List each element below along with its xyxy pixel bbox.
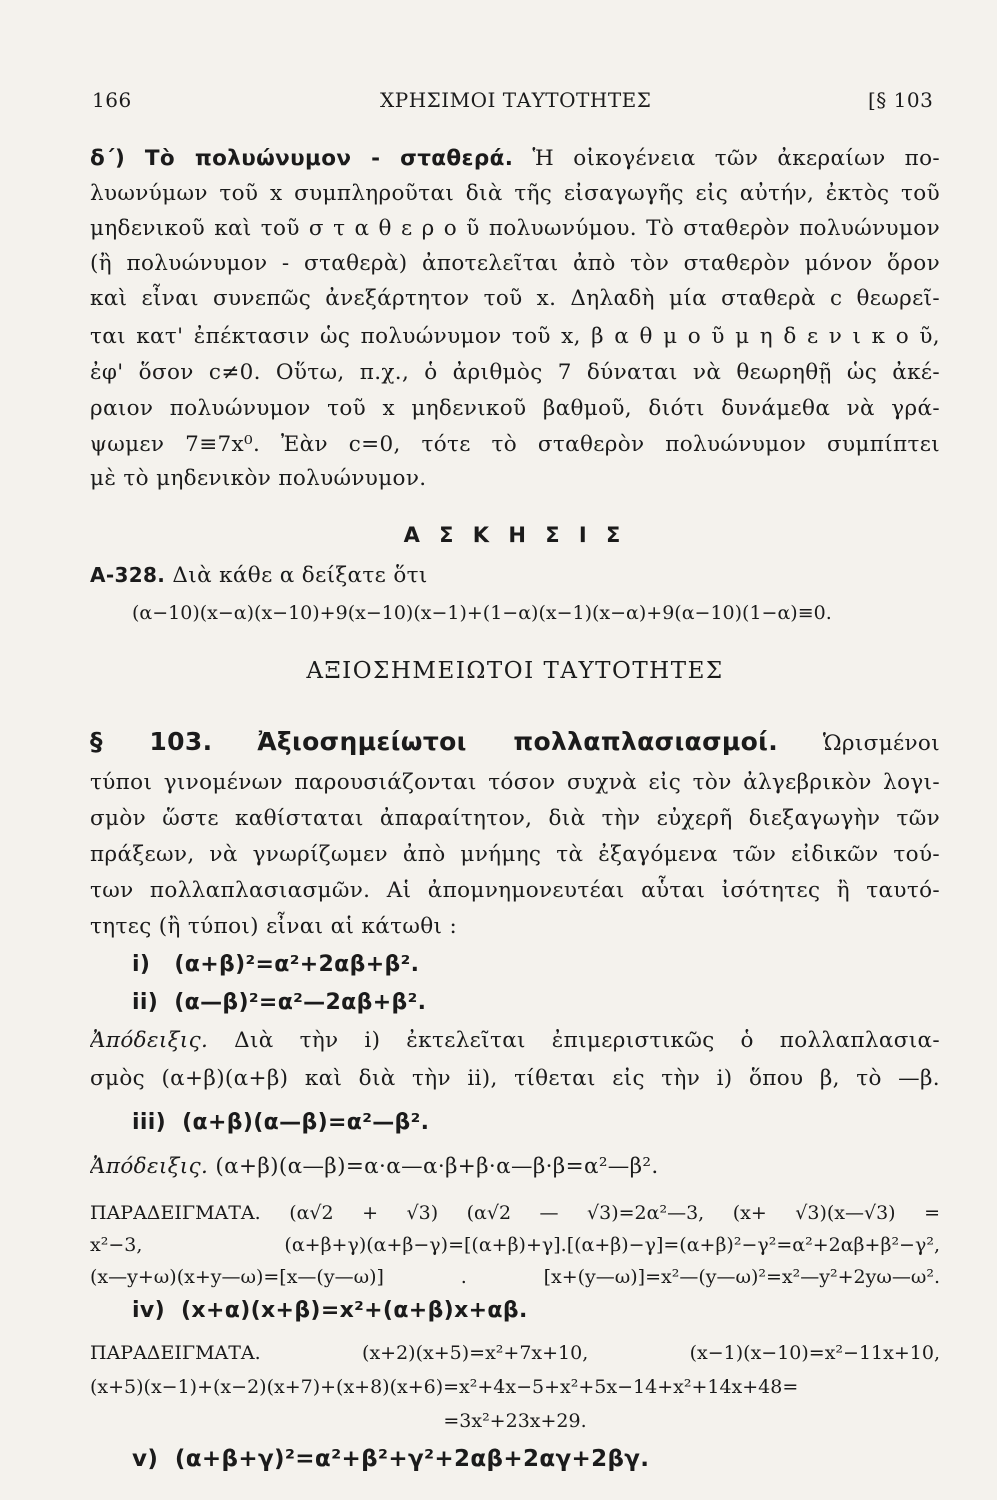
- identity-iii: iii) (α+β)(α—β)=α²—β².: [132, 1110, 430, 1135]
- examples-label: ΠΑΡΑΔΕΙΓΜΑΤΑ.: [90, 1202, 261, 1224]
- paragraph-line: μηδενικοῦ καὶ τοῦ σ τ α θ ε ρ ο ῦ πολυωνύμου. Τὸ σταθερὸν πολυώνυμον: [90, 216, 940, 241]
- paragraph-line: των πολλαπλασιασμῶν. Αἱ ἀπομνημονευτέαι αὗται ἰσότητες ἢ ταυτό-: [90, 878, 940, 903]
- example-line: =3x²+23x+29.: [443, 1410, 587, 1432]
- paragraph-line: πράξεων, νὰ γνωρίζωμεν ἀπὸ μνήμης τὰ ἐξαγόμενα τῶν εἰδικῶν τού-: [90, 842, 940, 867]
- identity-iv: iv) (x+α)(x+β)=x²+(α+β)x+αβ.: [132, 1298, 528, 1323]
- paragraph-line: [90, 142, 940, 176]
- paragraph-line: καὶ εἶναι συνεπῶς ἀνεξάρτητον τοῦ x. Δηλαδὴ μία σταθερὰ c θεωρεῖ-: [90, 286, 940, 311]
- paragraph-text: Ὡρισμένοι: [822, 731, 940, 756]
- exercise-text: Διὰ κάθε α δείξατε ὅτι: [172, 563, 428, 588]
- page-number: 166: [92, 88, 132, 112]
- proof-text: Διὰ τὴν i) ἐκτελεῖται ἐπιμεριστικῶς ὁ πολλαπλασια-: [234, 1028, 940, 1053]
- paragraph-line: σμὸν ὥστε καθίσταται ἀπαραίτητον, διὰ τὴν εὐχερῆ διεξαγωγὴν τῶν: [90, 806, 940, 831]
- identity-ii: ii) (α—β)²=α²—2αβ+β².: [132, 990, 427, 1015]
- example-text: (α√2 + √3) (α√2 — √3)=2α²—3, (x+ √3)(x—√3) =: [289, 1202, 940, 1224]
- identity-i: i) (α+β)²=α²+2αβ+β².: [132, 952, 420, 977]
- example-line: (x+5)(x−1)+(x−2)(x+7)+(x+8)(x+6)=x²+4x−5+x²+5x−14+x²+14x+48=: [90, 1376, 799, 1398]
- section-number: § 103.: [90, 727, 213, 756]
- running-title: ΧΡΗΣΙΜΟΙ ΤΑΥΤΟΤΗΤΕΣ: [380, 88, 652, 112]
- paragraph-text: Ἡ οἰκογένεια τῶν ἀκεραίων πο-: [532, 146, 940, 171]
- paragraph-line: ψωμεν 7≡7x⁰. Ἐὰν c=0, τότε τὸ σταθερὸν πολυώνυμον συμπίπτει: [90, 432, 940, 457]
- example-text: (x+2)(x+5)=x²+7x+10, (x−1)(x−10)=x²−11x+10,: [362, 1342, 940, 1364]
- example-line: x²−3, (α+β+γ)(α+β−γ)=[(α+β)+γ].[(α+β)−γ]=(α+β)²−γ²=α²+2αβ+β²−γ²,: [90, 1234, 940, 1256]
- proof-line: [90, 1024, 940, 1058]
- section-title: ΑΞΙΟΣΗΜΕΙΩΤΟΙ ΤΑΥΤΟΤΗΤΕΣ: [306, 658, 724, 684]
- proof-label: Ἀπόδειξις.: [90, 1028, 209, 1053]
- exercise-heading: Α Σ Κ Η Σ Ι Σ: [403, 523, 627, 547]
- section-heading: Ἀξιοσημείωτοι πολλαπλασιασμοί.: [257, 727, 779, 756]
- example-line: [90, 1196, 940, 1230]
- proof-label: Ἀπόδειξις.: [90, 1154, 209, 1179]
- example-line: [90, 1336, 940, 1370]
- subsection-heading: δ΄) Τὸ πολυώνυμον - σταθερά.: [90, 146, 514, 171]
- example-line: (x—y+ω)(x+y—ω)=[x—(y—ω)] . [x+(y—ω)]=x²—(y—ω)²=x²—y²+2yω—ω².: [90, 1266, 940, 1288]
- paragraph-line: τύποι γινομένων παρουσιάζονται τόσον συχνὰ εἰς τὸν ἀλγεβρικὸν λογι-: [90, 770, 940, 795]
- paragraph-line: (ἢ πολυώνυμον - σταθερὰ) ἀποτελεῖται ἀπὸ τὸν σταθερὸν μόνον ὅρον: [90, 251, 940, 276]
- paragraph-line: [90, 722, 940, 764]
- paragraph-line: ραιον πολυώνυμον τοῦ x μηδενικοῦ βαθμοῦ, διότι δυνάμεθα νὰ γρά-: [90, 396, 940, 421]
- exercise-label: Α-328.: [90, 563, 166, 587]
- exercise-formula: (α−10)(x−α)(x−10)+9(x−10)(x−1)+(1−α)(x−1)(x−α)+9(α−10)(1−α)≡0.: [132, 602, 832, 624]
- proof-line: [90, 1150, 940, 1184]
- section-reference: [§ 103: [868, 88, 934, 112]
- proof-text: (α+β)(α—β)=α·α—α·β+β·α—β·β=α²—β².: [215, 1154, 659, 1179]
- examples-label: ΠΑΡΑΔΕΙΓΜΑΤΑ.: [90, 1342, 261, 1364]
- identity-v: v) (α+β+γ)²=α²+β²+γ²+2αβ+2αγ+2βγ.: [132, 1446, 650, 1472]
- paragraph-line: λυωνύμων τοῦ x συμπληροῦται διὰ τῆς εἰσαγωγῆς εἰς αὐτήν, ἐκτὸς τοῦ: [90, 181, 940, 206]
- paragraph-line: τητες (ἢ τύποι) εἶναι αἱ κάτωθι :: [90, 914, 458, 939]
- exercise-statement: [90, 558, 940, 593]
- paragraph-line: ἐφ' ὅσον c≠0. Οὕτω, π.χ., ὁ ἀριθμὸς 7 δύναται νὰ θεωρηθῇ ὡς ἀκέ-: [90, 360, 940, 385]
- proof-line: σμὸς (α+β)(α+β) καὶ διὰ τὴν ii), τίθεται εἰς τὴν i) ὅπου β, τὸ —β.: [90, 1066, 940, 1091]
- paragraph-line: μὲ τὸ μηδενικὸν πολυώνυμον.: [90, 466, 427, 491]
- paragraph-line: ται κατ' ἐπέκτασιν ὡς πολυώνυμον τοῦ x, β α θ μ ο ῦ μ η δ ε ν ι κ ο ῦ,: [90, 324, 940, 349]
